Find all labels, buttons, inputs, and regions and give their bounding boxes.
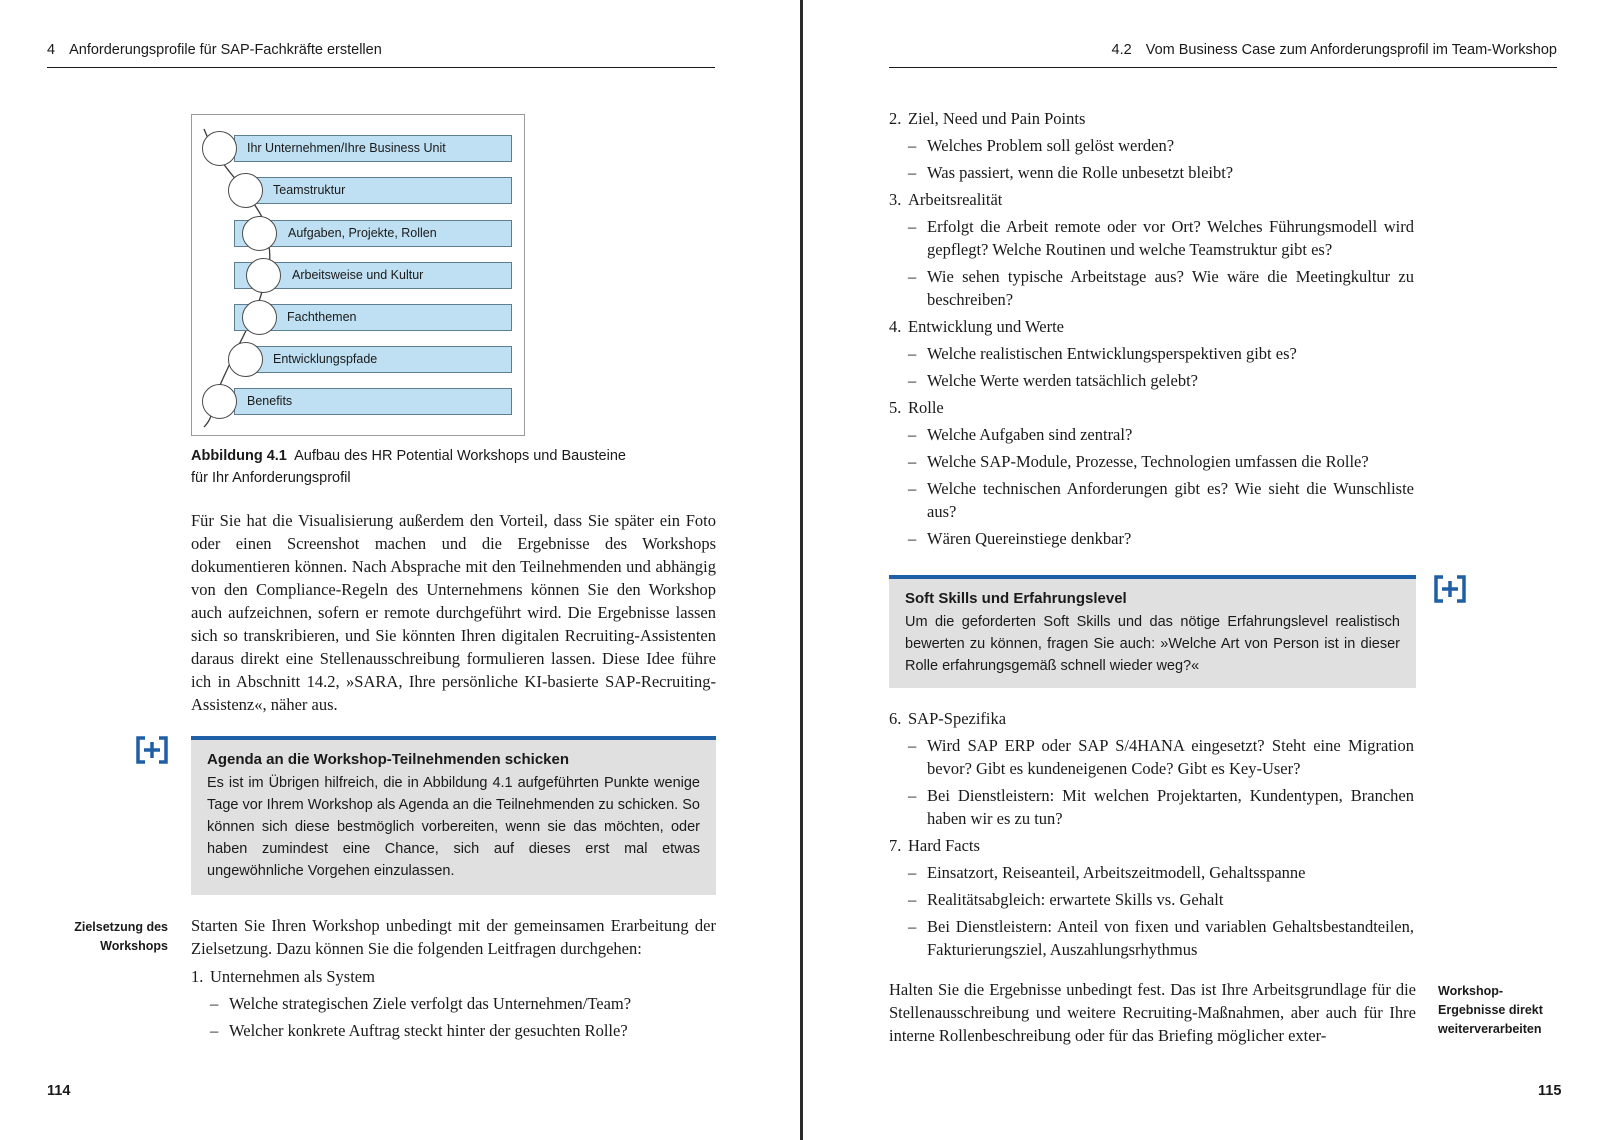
list-subitem xyxy=(889,134,1414,157)
figure-bar-label: Entwicklungspfade xyxy=(273,352,378,366)
right-page xyxy=(803,0,1600,1140)
margin-note: Zielsetzung des Workshops xyxy=(74,920,168,953)
figure-circle-node xyxy=(228,342,263,377)
figure-bar-label: Arbeitsweise und Kultur xyxy=(292,268,424,282)
list-item-title: Entwicklung und Werte xyxy=(908,317,1065,336)
figure-circle-node xyxy=(202,131,237,166)
question-list xyxy=(889,107,1414,554)
dash-bullet: – xyxy=(908,371,917,390)
list-item xyxy=(889,107,1414,130)
list-subitem xyxy=(889,161,1414,184)
list-subitem xyxy=(889,265,1414,311)
dash-bullet: – xyxy=(908,786,917,805)
list-item-title: Arbeitsrealität xyxy=(908,190,1003,209)
dash-bullet: – xyxy=(908,890,917,909)
dash-bullet: – xyxy=(908,217,917,236)
page-number: 114 xyxy=(47,1083,71,1099)
figure-bar-label: Fachthemen xyxy=(287,310,357,324)
chapter-title: Anforderungsprofile für SAP-Fachkräfte erstellen xyxy=(69,42,382,58)
caption-label: Abbildung 4.1 xyxy=(191,448,287,464)
list-item xyxy=(889,315,1414,338)
list-subitem xyxy=(889,915,1414,961)
list-item xyxy=(191,965,716,988)
page-header xyxy=(889,42,1557,68)
dash-bullet: – xyxy=(908,163,917,182)
section-number: 4.2 xyxy=(1111,42,1132,58)
chapter-number: 4 xyxy=(47,42,56,58)
dash-bullet: – xyxy=(210,994,219,1013)
question-list xyxy=(191,965,716,1046)
list-subitem xyxy=(889,861,1414,884)
list-number: 2. xyxy=(889,109,902,128)
list-subitem-text: Wie sehen typische Arbeitstage aus? Wie wäre die Meetingkultur zu beschreiben? xyxy=(927,267,1414,309)
list-number: 4. xyxy=(889,317,902,336)
caption-text: Aufbau des HR Potential Workshops und Bausteine für Ihr Anforderungsprofil xyxy=(191,448,626,486)
list-item-title: Ziel, Need und Pain Points xyxy=(908,109,1086,128)
info-box-soft-skills xyxy=(889,575,1416,688)
list-subitem-text: Welche SAP-Module, Prozesse, Technologien umfassen die Rolle? xyxy=(927,452,1369,471)
list-subitem-text: Was passiert, wenn die Rolle unbesetzt bleibt? xyxy=(927,163,1234,182)
list-subitem-text: Einsatzort, Reiseanteil, Arbeitszeitmodell, Gehaltsspanne xyxy=(927,863,1306,882)
figure-circle-node xyxy=(242,300,277,335)
list-subitem-text: Welcher konkrete Auftrag steckt hinter der gesuchten Rolle? xyxy=(229,1021,628,1040)
dash-bullet: – xyxy=(908,344,917,363)
question-list-continued xyxy=(889,707,1414,965)
page-header xyxy=(47,42,715,68)
list-item xyxy=(889,834,1414,857)
dash-bullet: – xyxy=(210,1021,219,1040)
list-subitem xyxy=(191,1019,716,1042)
list-subitem xyxy=(889,342,1414,365)
list-item-title: Unternehmen als System xyxy=(210,967,375,986)
figure-bar-label: Ihr Unternehmen/Ihre Business Unit xyxy=(247,141,446,155)
figure-bar-label: Aufgaben, Projekte, Rollen xyxy=(288,226,437,240)
dash-bullet: – xyxy=(908,267,917,286)
list-subitem-text: Wird SAP ERP oder SAP S/4HANA eingesetzt? Steht eine Migration bevor? Gibt es kundeneigenen Code? Gibt es Key-User? xyxy=(927,736,1414,778)
list-item xyxy=(889,707,1414,730)
dash-bullet: – xyxy=(908,863,917,882)
section-title: Vom Business Case zum Anforderungsprofil im Team-Workshop xyxy=(1145,42,1557,58)
list-subitem xyxy=(889,215,1414,261)
list-item xyxy=(889,396,1414,419)
list-subitem xyxy=(889,450,1414,473)
dash-bullet: – xyxy=(908,136,917,155)
list-item-title: Rolle xyxy=(908,398,944,417)
dash-bullet: – xyxy=(908,425,917,444)
box-text: Es ist im Übrigen hilfreich, die in Abbildung 4.1 aufgeführten Punkte wenige Tage vor Ihrem Workshop als Agenda an die Teilnehmenden zu schicken. So können sich diese bestmöglich vorbereiten, wenn sie das möchten, oder haben zumindest eine Chance, sich auf dieses erst mal etwas ungewöhnliche Vorgehen einzulassen. xyxy=(207,775,700,879)
list-number: 5. xyxy=(889,398,902,417)
info-box-agenda xyxy=(191,736,716,895)
list-subitem xyxy=(889,477,1414,523)
list-item-title: SAP-Spezifika xyxy=(908,709,1007,728)
figure-workshop-structure xyxy=(191,114,525,436)
list-subitem-text: Welches Problem soll gelöst werden? xyxy=(927,136,1175,155)
figure-bar xyxy=(234,135,512,162)
list-subitem xyxy=(191,992,716,1015)
list-subitem-text: Wären Quereinstiege denkbar? xyxy=(927,529,1132,548)
figure-circle-node xyxy=(202,384,237,419)
list-subitem-text: Realitätsabgleich: erwartete Skills vs. Gehalt xyxy=(927,890,1224,909)
box-text: Um die geforderten Soft Skills und das nötige Erfahrungslevel realistisch bewerten zu können, fragen Sie auch: »Welche Art von Person ist in dieser Rolle erfahrungsgemäß schnell wieder weg?« xyxy=(905,614,1400,674)
body-paragraph-2: Starten Sie Ihren Workshop unbedingt mit der gemeinsamen Erarbeitung der Zielsetzung. Dazu können Sie die folgenden Leitfragen durchgehen: xyxy=(191,916,716,958)
box-title: Agenda an die Workshop-Teilnehmenden schicken xyxy=(207,751,570,768)
list-subitem xyxy=(889,527,1414,550)
list-subitem-text: Welche strategischen Ziele verfolgt das Unternehmen/Team? xyxy=(229,994,632,1013)
figure-circle-node xyxy=(246,258,281,293)
list-item-title: Hard Facts xyxy=(908,836,980,855)
page-number: 115 xyxy=(1538,1083,1562,1099)
plus-box-icon xyxy=(1434,575,1466,603)
dash-bullet: – xyxy=(908,529,917,548)
figure-circle-node xyxy=(228,173,263,208)
list-subitem-text: Welche technischen Anforderungen gibt es? Wie sieht die Wunschliste aus? xyxy=(927,479,1414,521)
list-subitem-text: Erfolgt die Arbeit remote oder vor Ort? Welches Führungsmodell wird gepflegt? Welche Routinen und welche Teamstruktur gibt es? xyxy=(927,217,1414,259)
figure-circle-node xyxy=(242,216,277,251)
list-subitem-text: Bei Dienstleistern: Anteil von fixen und variablen Gehaltsbestandteilen, Fakturierungsziel, Auszahlungsrhythmus xyxy=(927,917,1414,959)
list-item xyxy=(889,188,1414,211)
figure-bar-label: Teamstruktur xyxy=(273,183,346,197)
list-number: 7. xyxy=(889,836,902,855)
body-paragraph: Halten Sie die Ergebnisse unbedingt fest. Das ist Ihre Arbeitsgrundlage für die Stellenausschreibung und weitere Recruiting-Maßnahmen, aber auch für Ihre interne Rollenbeschreibung oder für das Briefing möglicher exter- xyxy=(889,980,1416,1045)
dash-bullet: – xyxy=(908,917,917,936)
plus-box-icon xyxy=(136,736,168,764)
list-subitem-text: Bei Dienstleistern: Mit welchen Projektarten, Kundentypen, Branchen haben wir es zu tun? xyxy=(927,786,1414,828)
list-subitem xyxy=(889,888,1414,911)
figure-bar xyxy=(234,177,512,204)
margin-note: Workshop-Ergebnisse direkt weiterverarbeiten xyxy=(1438,984,1543,1036)
box-title: Soft Skills und Erfahrungslevel xyxy=(905,590,1127,607)
list-number: 1. xyxy=(191,967,204,986)
list-subitem xyxy=(889,423,1414,446)
dash-bullet: – xyxy=(908,452,917,471)
dash-bullet: – xyxy=(908,736,917,755)
list-number: 6. xyxy=(889,709,902,728)
list-subitem-text: Welche Werte werden tatsächlich gelebt? xyxy=(927,371,1198,390)
list-subitem-text: Welche realistischen Entwicklungsperspektiven gibt es? xyxy=(927,344,1297,363)
dash-bullet: – xyxy=(908,479,917,498)
body-paragraph: Für Sie hat die Visualisierung außerdem den Vorteil, dass Sie später ein Foto oder einen Screenshot machen und die Ergebnisse des Workshops dokumentieren können. Nach Absprache mit den Teilnehmenden und abhängig von den Compliance-Regeln des Unternehmens können Sie den Workshop auch aufzeichnen, sofern er remote durchgeführt wird. Die Ergebnisse lassen sich so transkribieren, und Sie könnten Ihren digitalen Recruiting-Assistenten daraus direkt eine Stellenausschreibung formulieren lassen. Diese Idee führe ich in Abschnitt 14.2, »SARA, Ihre persönliche KI-basierte SAP-Recruiting-Assistenz«, näher aus. xyxy=(191,511,716,714)
list-subitem xyxy=(889,784,1414,830)
list-subitem xyxy=(889,369,1414,392)
figure-bar xyxy=(234,388,512,415)
figure-bar xyxy=(234,346,512,373)
figure-bar-label: Benefits xyxy=(247,394,293,408)
figure-caption xyxy=(191,445,631,489)
list-subitem-text: Welche Aufgaben sind zentral? xyxy=(927,425,1133,444)
list-number: 3. xyxy=(889,190,902,209)
list-subitem xyxy=(889,734,1414,780)
